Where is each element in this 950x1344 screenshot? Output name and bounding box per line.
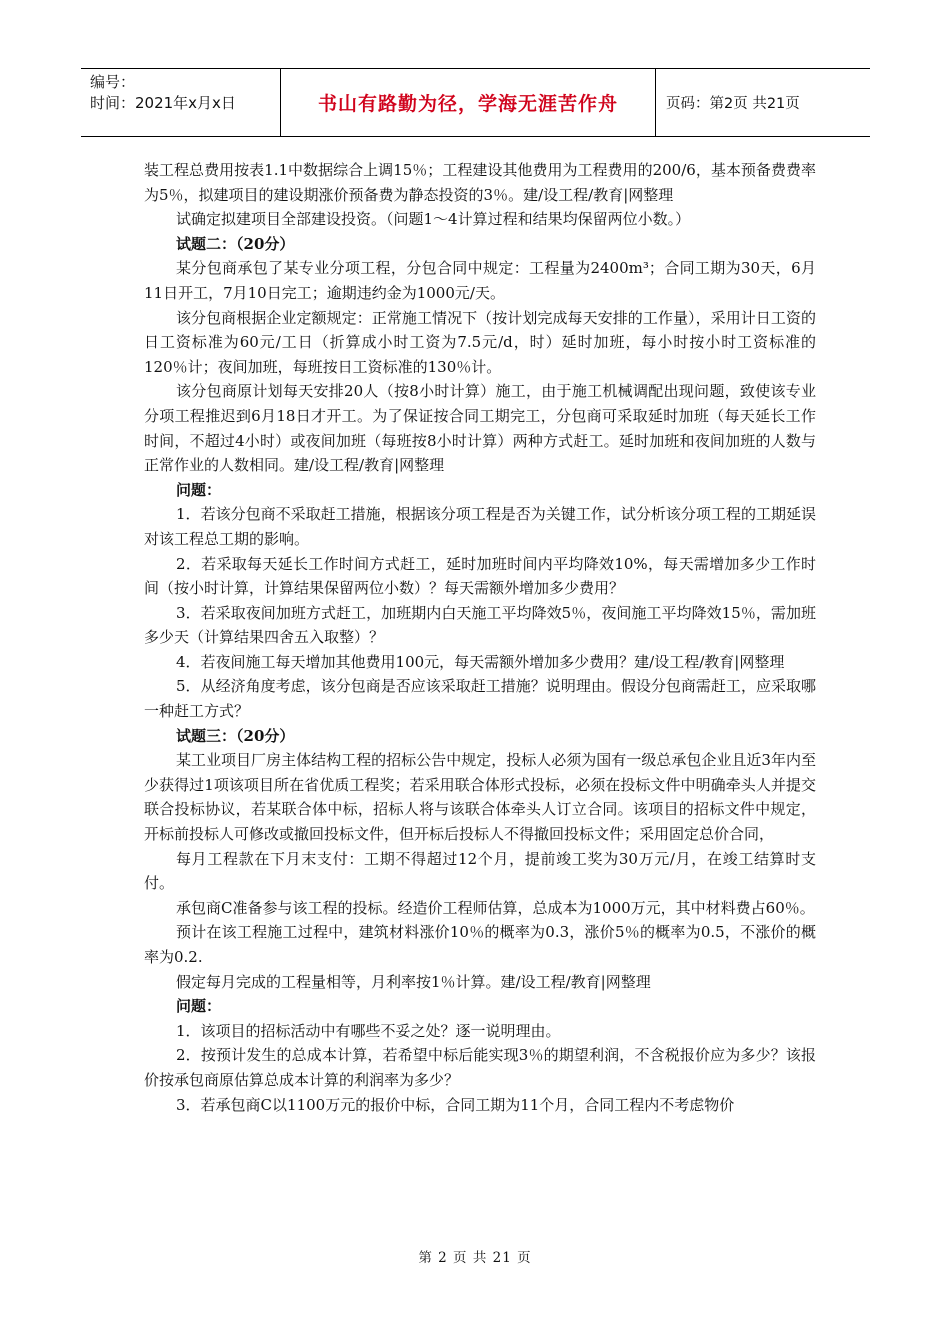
document-body [144,158,816,1117]
section-heading: 试题二：（20分） [176,234,295,253]
header-page-label: 页码：第2页 共21页 [666,96,800,112]
paragraph: 假定每月完成的工程量相等，月利率按1％计算。建/设工程/教育|网整理 [176,972,651,991]
paragraph: 2．按预计发生的总成本计算，若希望中标后能实现3％的期望利润，不含税报价应为多少？该报价按承包商原估算总成本计算的利润率为多少？ [144,1046,816,1089]
header-page-cell [656,69,870,136]
paragraph: 承包商C准备参与该工程的投标。经造价工程师估算，总成本为1000万元，其中材料费占60％。 [176,898,815,917]
paragraph: 2．若采取每天延长工作时间方式赶工，延时加班时间内平均降效10%，每天需增加多少工作时间（按小时计算，计算结果保留两位小数）？每天需额外增加多少费用？ [144,554,816,598]
header-meta [81,69,281,136]
paragraph: 某分包商承包了某专业分项工程，分包合同中规定：工程量为2400m³；合同工期为30天，6月11日开工，7月10日完工；逾期违约金为1000元/天。 [144,259,816,302]
paragraph: 3．若采取夜间加班方式赶工，加班期内白天施工平均降效5％，夜间施工平均降效15％，需加班多少天（计算结果四舍五入取整）？ [144,603,816,647]
paragraph: 1．该项目的招标活动中有哪些不妥之处？逐一说明理由。 [176,1021,561,1040]
paragraph: 该分包商原计划每天安排20人（按8小时计算）施工，由于施工机械调配出现问题，致使该专业分项工程推迟到6月18日才开工。为了保证按合同工期完工，分包商可采取延时加班（每天延长工作时间，不超过4小时）或夜间加班（每班按8小时计算）两种方式赶工。延时加班和夜间加班的人数与正常作业的人数相同。建/设工程/教育|网整理 [144,382,816,475]
paragraph: 预计在该工程施工过程中，建筑材料涨价10％的概率为0.3，涨价5％的概率为0.5，不涨价的概率为0.2. [144,923,816,966]
header-motto-cell [281,69,656,136]
paragraph: 该分包商根据企业定额规定：正常施工情况下（按计划完成每天安排的工作量），采用计日工资的日工资标准为60元/工日（折算成小时工资为7.5元/d，时）延时加班，每小时按小时工资标准的120％计；夜间加班，每班按日工资标准的130％计。 [144,308,816,376]
doc-date-label: 时间：2021年x月x日 [90,94,236,112]
page-header [81,68,870,137]
paragraph: 4．若夜间施工每天增加其他费用100元，每天需额外增加多少费用？建/设工程/教育|网整理 [176,652,785,671]
section-heading: 问题： [176,997,222,1016]
section-heading: 试题三：（20分） [176,726,295,745]
paragraph: 某工业项目厂房主体结构工程的招标公告中规定，投标人必须为国有一级总承包企业且近3年内至少获得过1项该项目所在省优质工程奖；若采用联合体形式投标，必须在投标文件中明确牵头人并提交联合投标协议，若某联合体中标，招标人将与该联合体牵头人订立合同。该项目的招标文件中规定，开标前投标人可修改或撤回投标文件，但开标后投标人不得撤回投标文件；采用固定总价合同， [144,751,816,844]
paragraph: 1．若该分包商不采取赶工措施，根据该分项工程是否为关键工作，试分析该分项工程的工期延误对该工程总工期的影响。 [144,505,816,548]
section-heading: 问题： [176,480,222,499]
page-footer: 第 2 页 共 21 页 [418,1250,532,1266]
header-motto: 书山有路勤为径，学海无涯苦作舟 [317,93,618,115]
paragraph: 3．若承包商C以1100万元的报价中标，合同工期为11个月，合同工程内不考虑物价 [176,1095,735,1114]
paragraph: 5．从经济角度考虑，该分包商是否应该采取赶工措施？说明理由。假设分包商需赶工，应采取哪一种赶工方式？ [144,677,816,721]
paragraph: 每月工程款在下月末支付：工期不得超过12个月，提前竣工奖为30万元/月，在竣工结算时支付。 [144,849,816,893]
paragraph: 装工程总费用按表1.1中数据综合上调15％；工程建设其他费用为工程费用的200/6，基本预备费费率为5％，拟建项目的建设期涨价预备费为静态投资的3％。建/设工程/教育|网整理 [144,161,816,204]
doc-number-label: 编号： [90,73,136,91]
paragraph: 试确定拟建项目全部建设投资。（问题1～4计算过程和结果均保留两位小数。） [176,210,691,229]
